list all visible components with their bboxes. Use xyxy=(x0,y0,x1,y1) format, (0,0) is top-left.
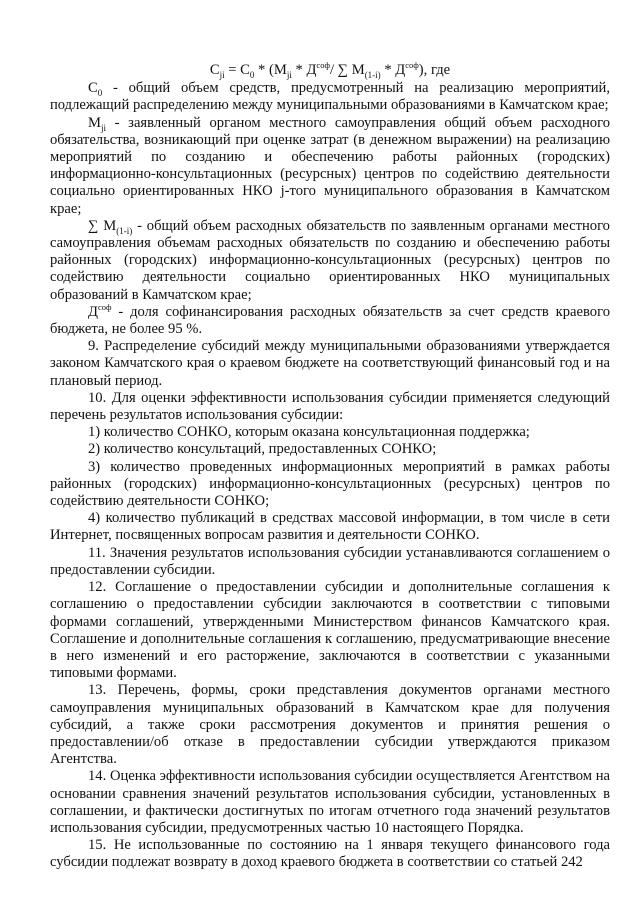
formula-part: * Д xyxy=(380,62,406,78)
definition-mji xyxy=(50,115,610,218)
paragraph-9: 9. Распределение субсидий между муниципальными образованиями утверждается законом Камчатского края о краевом бюджете на соответствующий финансовый год и на плановый период. xyxy=(50,338,610,389)
definition-text: - заявленный органом местного самоуправления общий объем расходного обязательства, возникающий при оценке затрат (в денежном выражении) на реализацию мероприятий по созданию и обеспечению работы районных (городских) информационно-консультационных (ресурсных) центров по содействию деятельности социально ориентированных НКО j-того муниципального образования в Камчатском крае; xyxy=(50,114,610,217)
paragraph-10-item-4: 4) количество публикаций в средствах массовой информации, в том числе в сети Интернет, посвященных вопросам развития и деятельности СОНКО. xyxy=(50,510,610,544)
definition-symbol: C xyxy=(88,80,98,97)
definition-subscript: 0 xyxy=(97,88,103,99)
paragraph-11: 11. Значения результатов использования субсидии устанавливаются соглашением о предоставлении субсидии. xyxy=(50,544,610,578)
formula-part: / ∑ M xyxy=(329,62,365,78)
paragraph-10-item-1: 1) количество СОНКО, которым оказана консультационная поддержка; xyxy=(88,424,530,441)
paragraph-14: 14. Оценка эффективности использования субсидии осуществляется Агентством на основании сравнения значений результатов использования субсидии, установленных в соглашении, и фактически достигнутых по итогам отчетного года значений результатов использования субсидии, предусмотренных частью 10 настоящего Порядка. xyxy=(50,768,610,836)
formula-part: ), где xyxy=(418,62,451,78)
formula-lhs-subscript: ji xyxy=(219,69,225,80)
definition-text: - общий объем средств, предусмотренный на реализацию мероприятий, подлежащий распределению между муниципальными образованиями в Камчатском крае; xyxy=(50,80,610,114)
formula-mji-subscript: ji xyxy=(286,69,292,80)
definition-subscript: (1-i) xyxy=(116,225,133,236)
paragraph-13: 13. Перечень, формы, сроки представления документов органами местного самоуправления муниципальных образований в Камчатском крае для получения субсидий, а также сроки рассмотрения документов и принятия решения о предоставлении/об отказе в предоставлении субсидии утверждаются приказом Агентства. xyxy=(50,682,610,768)
definition-dsof xyxy=(50,301,610,338)
definition-symbol: M xyxy=(88,114,101,131)
formula-dsof-superscript: соф xyxy=(405,60,419,71)
paragraph-10: 10. Для оценки эффективности использования субсидии применяется следующий перечень результатов использования субсидии: xyxy=(50,389,610,424)
definition-sum xyxy=(50,218,610,304)
distribution-formula xyxy=(50,62,610,79)
definition-text: - доля софинансирования расходных обязательств за счет средств краевого бюджета, не более 95 %. xyxy=(50,303,610,338)
definition-symbol: ∑ M xyxy=(88,217,117,234)
paragraph-12: 12. Соглашение о предоставлении субсидии и дополнительные соглашения к соглашению о предоставлении субсидии заключаются в соответствии с типовыми формами соглашений, утвержденными Министерством финансов Камчатского края. Соглашение и дополнительные соглашения к соглашению, предусматривающие внесение в него изменений и его расторжение, заключаются в соответствии с указанными типовыми формами. xyxy=(50,579,610,682)
definition-subscript: ji xyxy=(100,122,106,133)
definition-c0 xyxy=(50,80,610,114)
paragraph-10-item-3: 3) количество проведенных информационных мероприятий в рамках работы районных (городских) информационно-консультационных (ресурсных) центров по содействию деятельности СОНКО; xyxy=(50,458,610,510)
definition-text: - общий объем расходных обязательств по заявленным органами местного самоуправления объемам расходных обязательств по созданию и обеспечению работы районных (городских) информационно-консультационных (ресурсных) центров по содействию деятельности социально ориентированных НКО муниципальных образований в Камчатском крае; xyxy=(50,217,610,303)
definition-symbol: Д xyxy=(88,303,98,320)
paragraph-10-item-2: 2) количество консультаций, предоставленных СОНКО; xyxy=(88,441,437,458)
formula-lhs: C xyxy=(209,62,220,78)
formula-m1i-subscript: (1-i) xyxy=(364,69,381,80)
formula-equals: = C xyxy=(224,62,250,78)
formula-dsof-superscript: соф xyxy=(316,60,330,71)
formula-part: * (M xyxy=(254,62,287,78)
definition-superscript: соф xyxy=(97,301,112,312)
paragraph-15: 15. Не использованные по состоянию на 1 января текущего финансового года субсидии подлежат возврату в доход краевого бюджета в соответствии со статьей 242 xyxy=(50,837,610,871)
formula-part: * Д xyxy=(291,62,317,78)
formula-c0-subscript: 0 xyxy=(249,69,255,80)
